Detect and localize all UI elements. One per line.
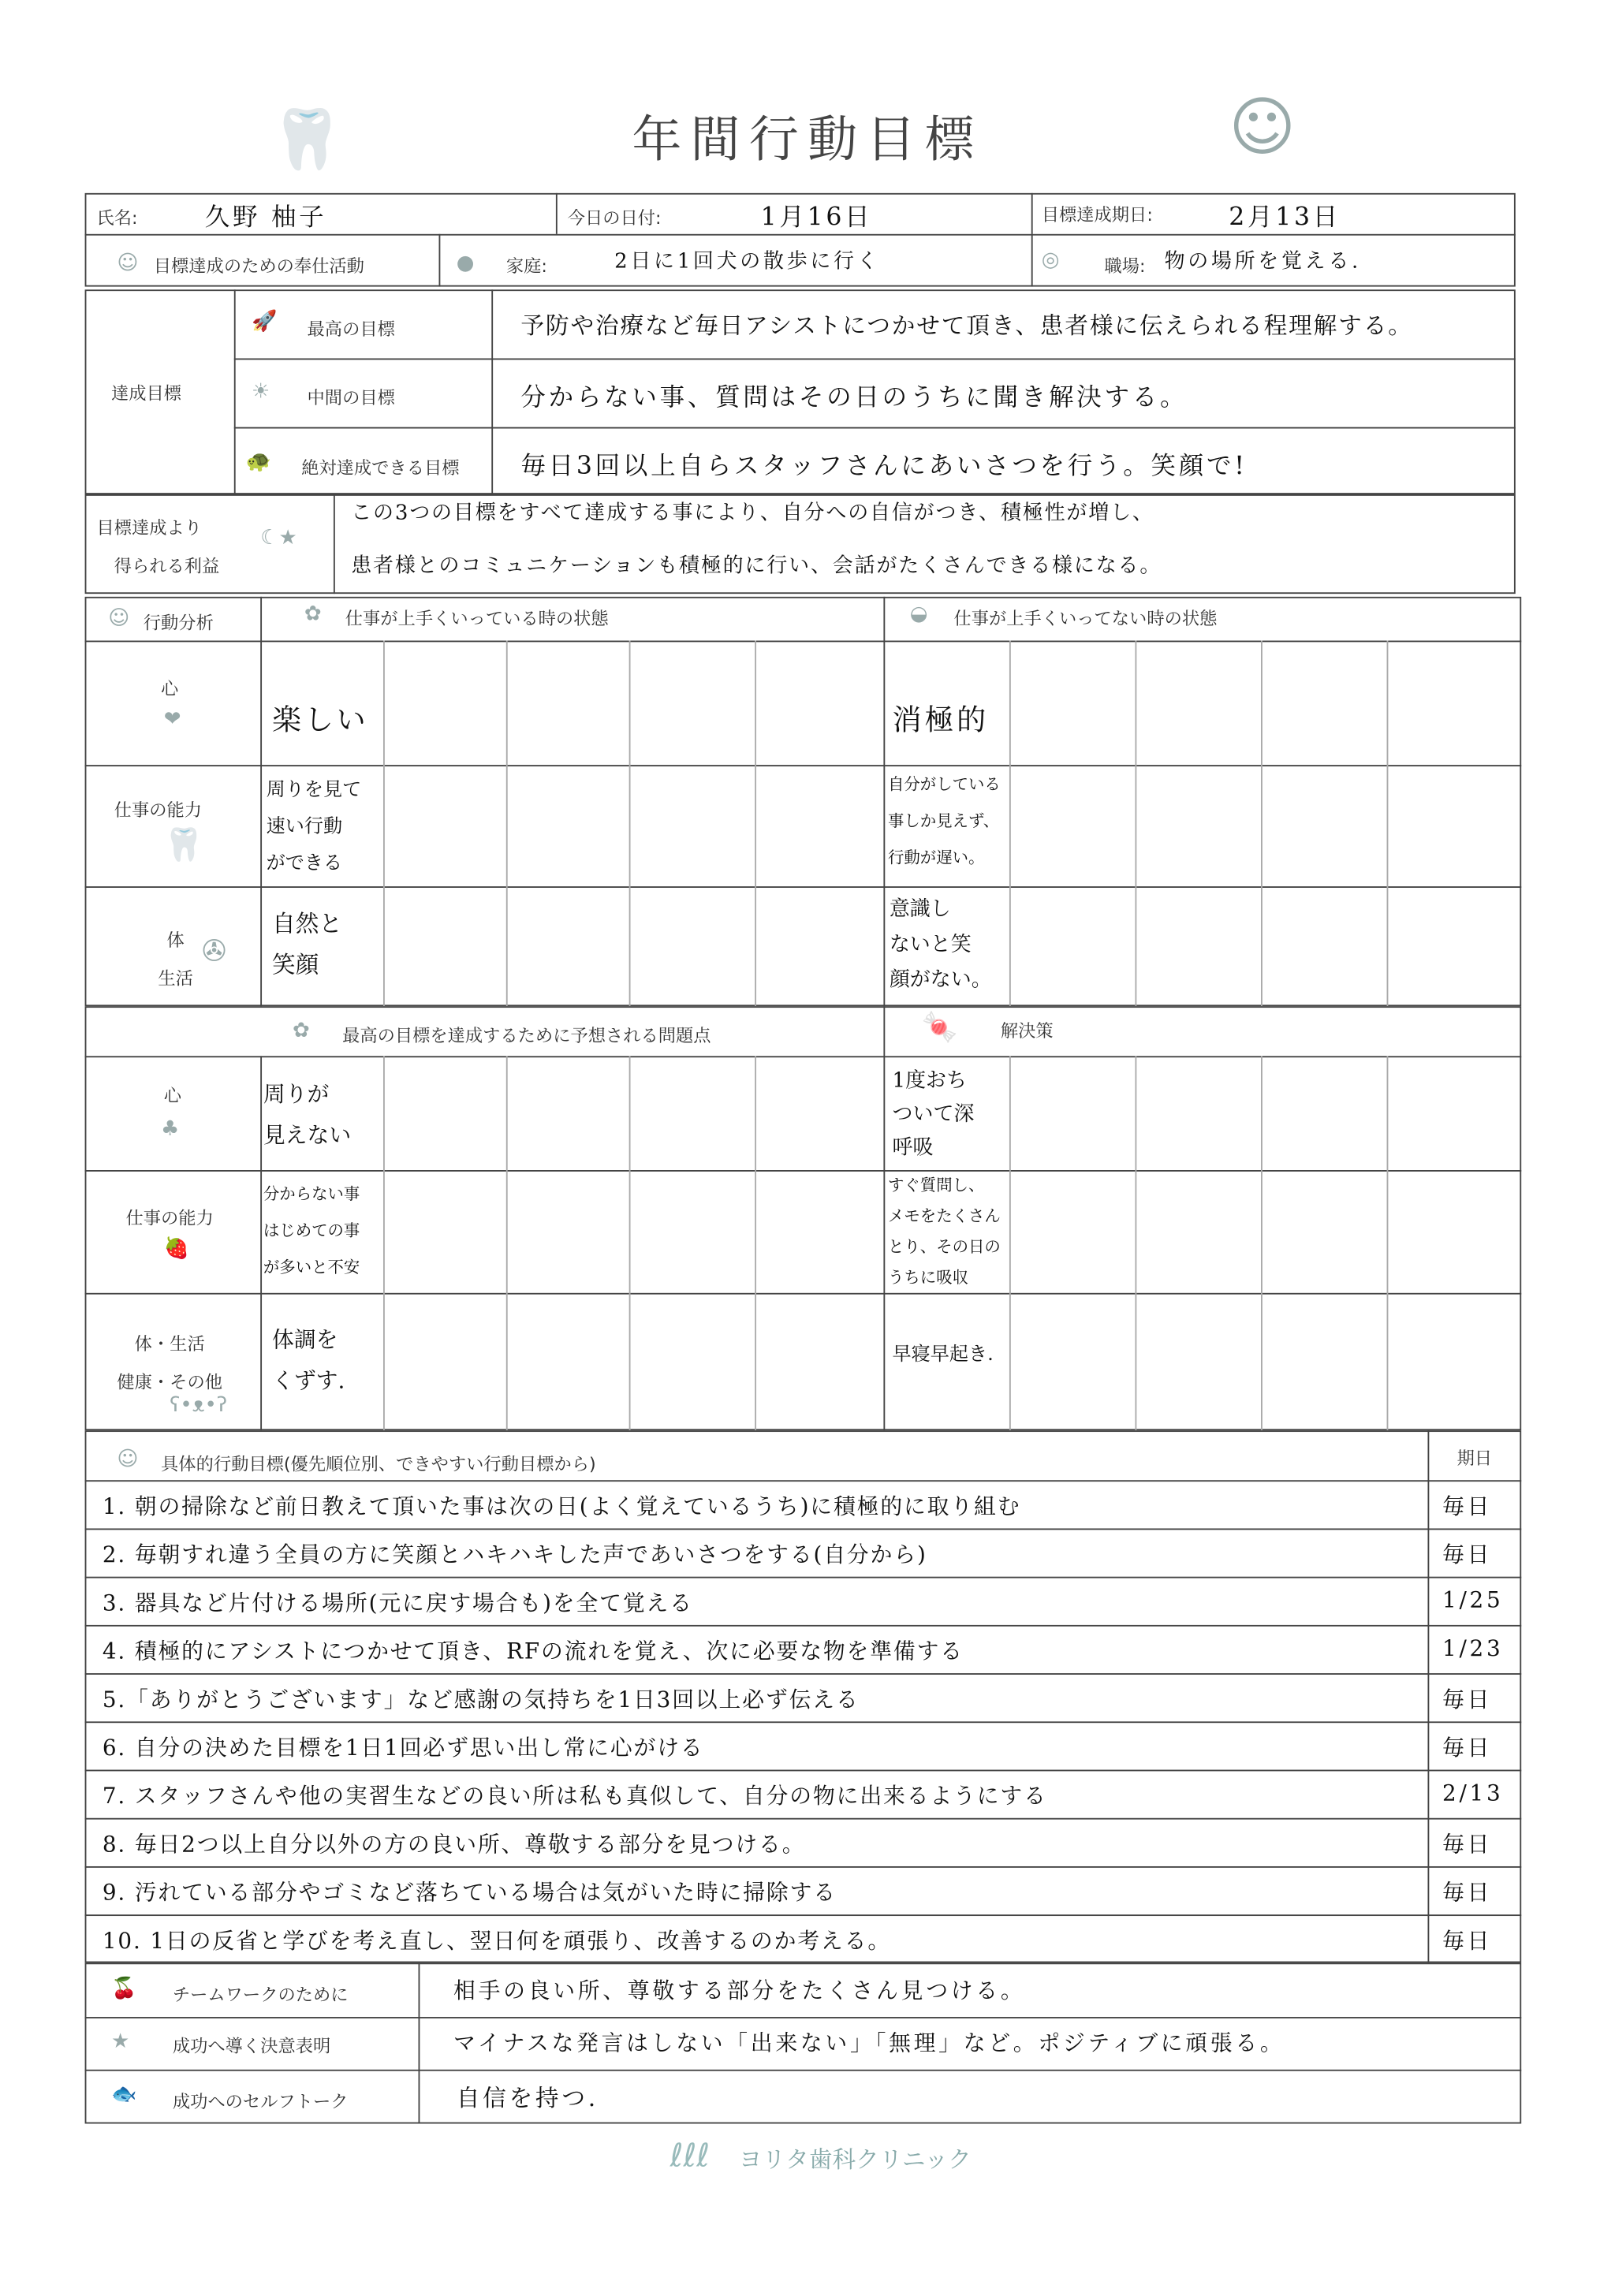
bad-header: 仕事が上手くいってない時の状態 — [953, 608, 1218, 629]
good-body[interactable]: 自然と 笑顔 — [272, 909, 343, 978]
row-divider — [85, 1625, 1522, 1627]
action-due[interactable]: 2/13 — [1442, 1780, 1504, 1806]
bear-icon: ʕ•ᴥ•ʔ — [170, 1393, 228, 1418]
row-divider — [85, 1866, 1522, 1868]
date-value[interactable]: 1月16日 — [760, 203, 873, 233]
action-due[interactable]: 毎日 — [1442, 1493, 1493, 1520]
page-title: 年間行動目標 — [632, 110, 983, 170]
bad-body[interactable]: 意識し ないと笑 顔がない。 — [889, 897, 992, 992]
clinic-logo-icon: ℓℓℓ — [669, 2138, 711, 2175]
smile-icon: ☺ — [117, 1448, 139, 1472]
benefit-label: 得られる利益 — [114, 555, 220, 576]
good-header: 仕事が上手くいっている時の状態 — [345, 608, 609, 629]
work-label: 職場: — [1104, 255, 1146, 277]
work-value[interactable]: 物の場所を覚える. — [1164, 250, 1361, 274]
good-heart[interactable]: 楽しい — [272, 702, 369, 737]
turtle-icon: 🐢 — [245, 450, 271, 475]
tooth-mascot-icon: ☺ — [1229, 91, 1296, 166]
smile-icon: ☺ — [108, 606, 130, 631]
selftalk-value[interactable]: 自信を持つ. — [456, 2084, 599, 2112]
goal-label-sure: 絶対達成できる目標 — [301, 457, 460, 479]
goal-label-middle: 中間の目標 — [307, 387, 395, 408]
name-label: 氏名: — [96, 207, 138, 229]
goal-value-middle[interactable]: 分からない事、質問はその日のうちに聞き解決する。 — [520, 383, 1188, 413]
benefit-label: 目標達成より — [96, 517, 203, 539]
action-due[interactable]: 毎日 — [1442, 1735, 1493, 1761]
duck-icon: ◎ — [1041, 248, 1060, 273]
action-item[interactable]: 2. 毎朝すれ違う全員の方に笑顔とハキハキした声であいさつをする(自分から) — [102, 1541, 927, 1568]
solution-body[interactable]: 早寝早起き. — [892, 1344, 994, 1366]
teamwork-value[interactable]: 相手の良い所、尊敬する部分をたくさん見つける。 — [453, 1977, 1026, 2004]
problem-heart[interactable]: 周りが 見えない — [263, 1080, 352, 1149]
strawberry-icon: 🍓 — [163, 1237, 190, 1262]
row-label-ability: 仕事の能力 — [114, 800, 203, 821]
analysis-label: 行動分析 — [143, 613, 214, 634]
good-ability[interactable]: 周りを見て 速い行動 ができる — [266, 779, 362, 875]
goal-value-sure[interactable]: 毎日3回以上自らスタッフさんにあいさつを行う。笑顔で! — [520, 452, 1248, 482]
tooth-mascot-icon: 🦷 — [270, 106, 344, 174]
action-item[interactable]: 8. 毎日2つ以上自分以外の方の良い所、尊敬する部分を見つける。 — [102, 1831, 806, 1858]
action-item[interactable]: 1. 朝の掃除など前日教えて頂いた事は次の日(よく覚えているうち)に積極的に取り組む — [102, 1493, 1021, 1520]
row-divider — [85, 1673, 1522, 1675]
problems-header: 最高の目標を達成するために予想される問題点 — [342, 1025, 711, 1046]
goals-label: 達成目標 — [110, 383, 182, 404]
action-item[interactable]: 10. 1日の反省と学びを考え直し、翌日何を頑張り、改善するのか考える。 — [102, 1927, 892, 1955]
row-divider — [85, 1770, 1522, 1772]
action-due[interactable]: 毎日 — [1442, 1686, 1493, 1713]
clinic-name: ヨリタ歯科クリニック — [738, 2145, 972, 2174]
home-value[interactable]: 2日に1回犬の散歩に行く — [614, 250, 881, 274]
deadline-label: 目標達成期日: — [1041, 204, 1153, 226]
resolution-label: 成功へ導く決意表明 — [172, 2036, 331, 2057]
melon-icon: ◒ — [909, 602, 928, 626]
deadline-value[interactable]: 2月13日 — [1229, 203, 1341, 233]
action-due[interactable]: 毎日 — [1442, 1541, 1493, 1568]
goal-label-top: 最高の目標 — [307, 319, 395, 340]
solution-header: 解決策 — [1000, 1020, 1054, 1042]
row-divider — [85, 1721, 1522, 1723]
home-label: 家庭: — [505, 255, 547, 277]
service-label: 目標達成のための奉仕活動 — [153, 255, 364, 277]
sun-icon: ☀ — [252, 380, 270, 404]
problem-ability[interactable]: 分からない事 はじめての事 が多いと不安 — [263, 1184, 360, 1277]
solution-heart[interactable]: 1度おち ついて深 呼吸 — [892, 1069, 975, 1161]
row-label-heart: 心 — [163, 1085, 182, 1106]
row-label-ability: 仕事の能力 — [125, 1208, 214, 1229]
flower-icon: ✿ — [293, 1019, 310, 1043]
action-item[interactable]: 7. スタッフさんや他の実習生などの良い所は私も真似して、自分の物に出来るようにする — [102, 1783, 1047, 1810]
tree-icon: ♣ — [161, 1117, 180, 1141]
row-label-body: 体・生活 健康・その他 — [117, 1333, 222, 1392]
date-label: 今日の日付: — [567, 207, 662, 229]
action-due[interactable]: 1/25 — [1442, 1586, 1504, 1614]
action-item[interactable]: 6. 自分の決めた目標を1日1回必ず思い出し常に心がける — [102, 1735, 704, 1761]
film-reel-icon: ✇ — [201, 933, 227, 969]
rocket-icon: 🚀 — [252, 310, 278, 334]
bad-ability[interactable]: 自分がしている 事しか見えず、 行動が遅い。 — [887, 775, 1001, 868]
row-label-body: 体 生活 — [158, 930, 193, 989]
moon-star-icon: ☾★ — [260, 526, 297, 550]
bad-heart[interactable]: 消極的 — [892, 702, 989, 737]
deadline-header: 期日 — [1456, 1448, 1493, 1469]
action-due[interactable]: 毎日 — [1442, 1927, 1493, 1955]
smile-icon: ☺ — [117, 252, 139, 275]
goal-value-top[interactable]: 予防や治療など毎日アシストにつかせて頂き、患者様に伝えられる程理解する。 — [520, 311, 1413, 340]
row-divider — [85, 1818, 1522, 1820]
action-item[interactable]: 9. 汚れている部分やゴミなど落ちている場合は気がいた時に掃除する — [102, 1879, 837, 1906]
teamwork-label: チームワークのために — [172, 1985, 349, 2006]
action-item[interactable]: 4. 積極的にアシストにつかせて頂き、RFの流れを覚え、次に必要な物を準備する — [102, 1638, 964, 1664]
resolution-value[interactable]: マイナスな発言はしない「出来ない」「無理」など。ポジティブに頑張る。 — [453, 2030, 1285, 2057]
action-due[interactable]: 1/23 — [1442, 1634, 1504, 1662]
solution-ability[interactable]: すぐ質問し、 メモをたくさん とり、その日の うちに吸収 — [887, 1176, 1001, 1288]
row-divider — [85, 1528, 1522, 1530]
star-icon: ★ — [110, 2030, 130, 2054]
problem-body[interactable]: 体調を くずす. — [272, 1326, 345, 1394]
row-divider — [85, 1577, 1522, 1578]
row-divider — [85, 1914, 1522, 1916]
action-due[interactable]: 毎日 — [1442, 1831, 1493, 1858]
action-item[interactable]: 5.「ありがとうございます」など感謝の気持ちを1日3回以上必ず伝える — [102, 1686, 860, 1713]
fish-icon: 🐟 — [110, 2082, 137, 2107]
row-divider — [85, 1480, 1522, 1482]
row-label-heart: 心 — [161, 678, 179, 699]
name-value[interactable]: 久野 柚子 — [204, 203, 327, 233]
action-due[interactable]: 毎日 — [1442, 1879, 1493, 1906]
cake-icon: ● — [456, 252, 475, 275]
flower-icon: ✿ — [304, 602, 322, 626]
benefit-line-1[interactable]: この3つの目標をすべて達成する事により、自分への自信がつき、積極性が増し、 — [351, 501, 1154, 525]
tooth-clock-icon: 🦷 — [163, 827, 204, 865]
cherry-icon: 🍒 — [110, 1977, 137, 2001]
candy-icon: 🍬 — [921, 1008, 958, 1045]
selftalk-label: 成功へのセルフトーク — [172, 2091, 349, 2112]
heart-icon: ❤ — [163, 707, 181, 732]
benefit-line-2[interactable]: 患者様とのコミュニケーションも積極的に行い、会話がたくさんできる様になる。 — [351, 554, 1162, 578]
action-item[interactable]: 3. 器具など片付ける場所(元に戻す場合も)を全て覚える — [102, 1590, 693, 1616]
actions-header: 具体的行動目標(優先順位別、できやすい行動目標から) — [161, 1453, 596, 1474]
